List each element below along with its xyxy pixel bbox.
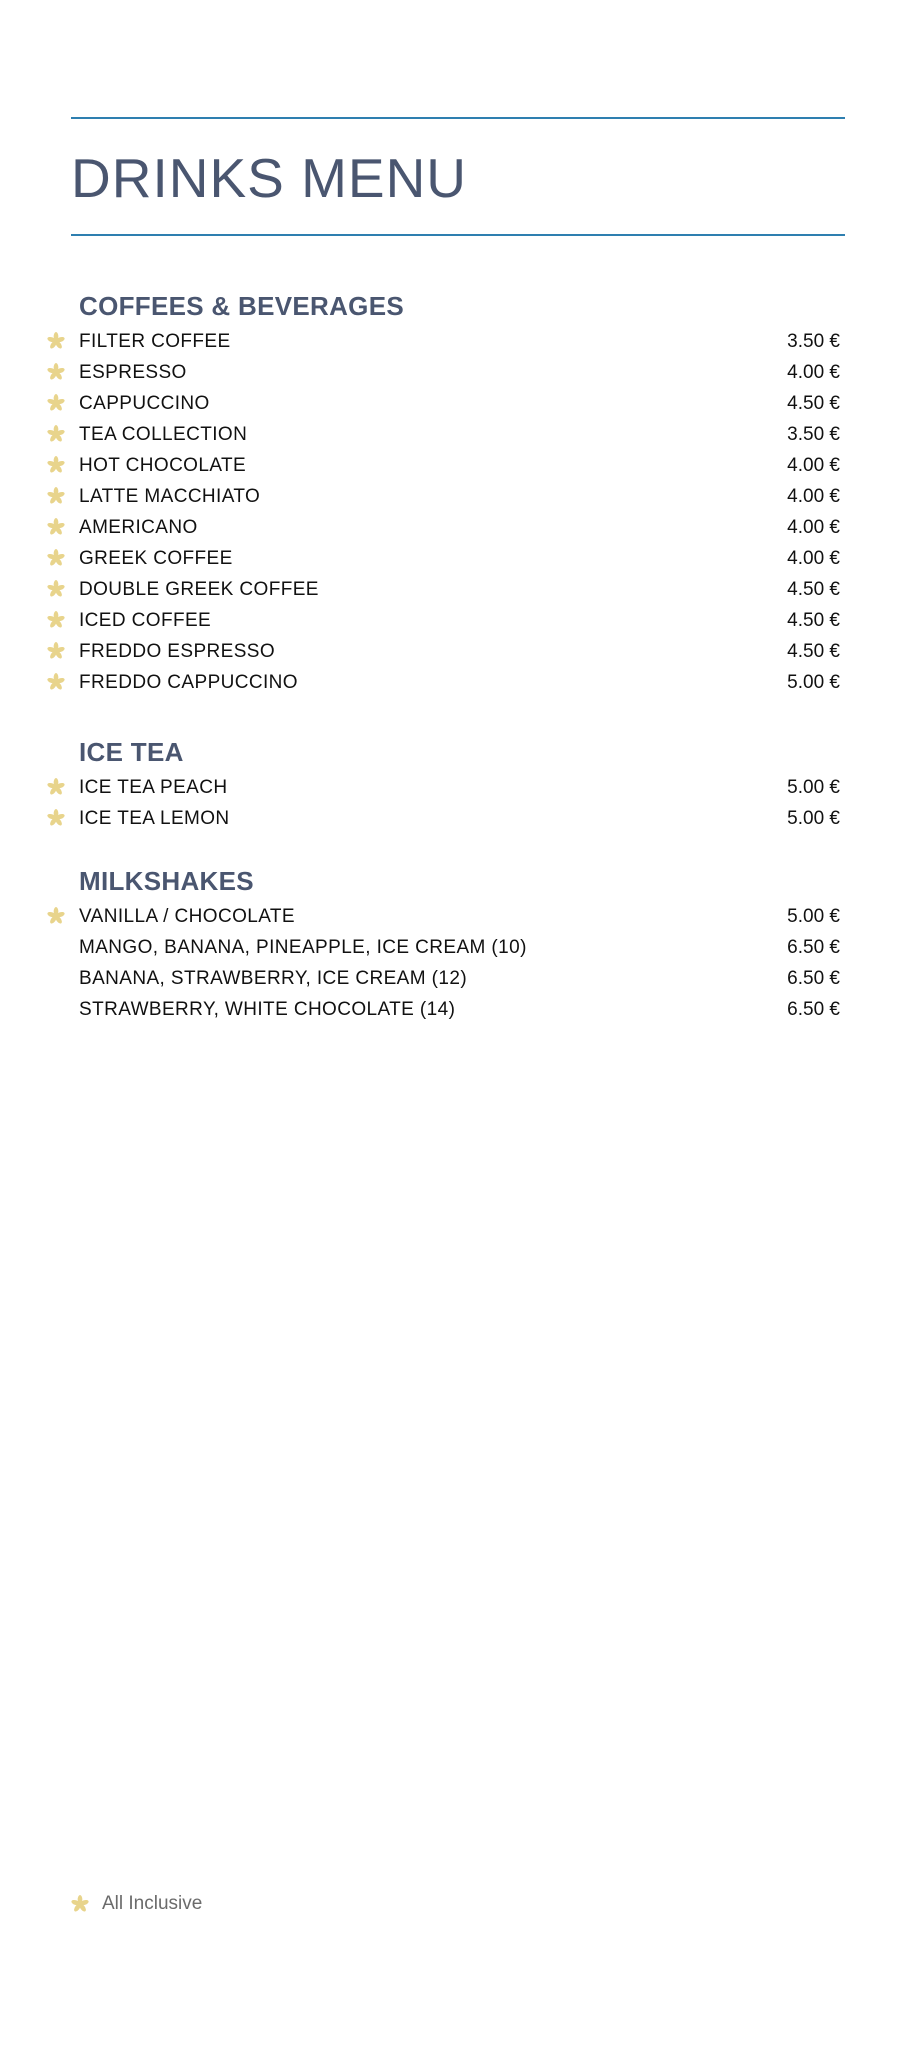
item-name: FREDDO CAPPUCCINO: [79, 672, 298, 693]
flower-star-icon: [47, 673, 65, 691]
item-price: 4.50 €: [787, 393, 840, 414]
flower-star-icon: [47, 487, 65, 505]
flower-star-icon: [47, 394, 65, 412]
item-name: GREEK COFFEE: [79, 548, 233, 569]
flower-star-icon: [47, 642, 65, 660]
flower-star-icon: [47, 518, 65, 536]
menu-item: [0, 544, 916, 575]
item-name: FILTER COFFEE: [79, 331, 231, 352]
flower-star-icon: [47, 363, 65, 381]
item-price: 3.50 €: [787, 331, 840, 352]
item-price: 4.50 €: [787, 610, 840, 631]
menu-item: [0, 482, 916, 513]
flower-star-icon: [47, 580, 65, 598]
section-heading: COFFEES & BEVERAGES: [79, 291, 404, 321]
item-price: 4.00 €: [787, 548, 840, 569]
item-price: 4.50 €: [787, 579, 840, 600]
item-list: [0, 902, 916, 1026]
section-heading: MILKSHAKES: [79, 866, 254, 896]
legend-label: All Inclusive: [102, 1893, 203, 1914]
flower-star-icon: [47, 778, 65, 796]
flower-star-icon: [47, 332, 65, 350]
menu-item: [0, 327, 916, 358]
item-price: 5.00 €: [787, 808, 840, 829]
flower-star-icon: [47, 425, 65, 443]
item-name: DOUBLE GREEK COFFEE: [79, 579, 319, 600]
flower-star-icon: [47, 611, 65, 629]
item-price: 6.50 €: [787, 999, 840, 1020]
item-name: CAPPUCCINO: [79, 393, 210, 414]
flower-star-icon: [47, 456, 65, 474]
menu-item: [0, 606, 916, 637]
item-name: ESPRESSO: [79, 362, 187, 383]
item-price: 6.50 €: [787, 937, 840, 958]
flower-star-icon: [47, 549, 65, 567]
item-name: ICE TEA LEMON: [79, 808, 230, 829]
item-name: TEA COLLECTION: [79, 424, 248, 445]
menu-item: [0, 668, 916, 699]
item-price: 4.00 €: [787, 517, 840, 538]
item-name: FREDDO ESPRESSO: [79, 641, 276, 662]
menu-item: [0, 451, 916, 482]
item-name: MANGO, BANANA, PINEAPPLE, ICE CREAM (10): [79, 937, 527, 958]
item-name: VANILLA / CHOCOLATE: [79, 906, 295, 927]
item-price: 3.50 €: [787, 424, 840, 445]
item-name: ICED COFFEE: [79, 610, 212, 631]
item-price: 4.00 €: [787, 455, 840, 476]
menu-item: [0, 513, 916, 544]
item-price: 4.00 €: [787, 486, 840, 507]
item-price: 5.00 €: [787, 906, 840, 927]
flower-star-icon: [47, 907, 65, 925]
page-title: DRINKS MENU: [71, 147, 468, 209]
menu-item: [0, 637, 916, 668]
flower-star-icon: [71, 1895, 89, 1913]
menu-item: [0, 389, 916, 420]
item-list: [0, 327, 916, 699]
menu-item: [0, 358, 916, 389]
item-price: 4.00 €: [787, 362, 840, 383]
item-name: AMERICANO: [79, 517, 198, 538]
menu-item: [0, 933, 916, 964]
item-name: HOT CHOCOLATE: [79, 455, 247, 476]
top-divider: [71, 117, 845, 119]
menu-item: [0, 964, 916, 995]
menu-item: [0, 575, 916, 606]
bottom-divider: [71, 234, 845, 236]
menu-item: [0, 773, 916, 804]
menu-item: [0, 902, 916, 933]
menu-item: [0, 995, 916, 1026]
menu-item: [0, 804, 916, 835]
item-price: 6.50 €: [787, 968, 840, 989]
item-name: ICE TEA PEACH: [79, 777, 228, 798]
item-name: BANANA, STRAWBERRY, ICE CREAM (12): [79, 968, 468, 989]
flower-star-icon: [47, 809, 65, 827]
item-name: LATTE MACCHIATO: [79, 486, 261, 507]
item-name: STRAWBERRY, WHITE CHOCOLATE (14): [79, 999, 456, 1020]
section-heading: ICE TEA: [79, 737, 184, 767]
item-price: 4.50 €: [787, 641, 840, 662]
menu-item: [0, 420, 916, 451]
item-price: 5.00 €: [787, 672, 840, 693]
item-price: 5.00 €: [787, 777, 840, 798]
item-list: [0, 773, 916, 835]
